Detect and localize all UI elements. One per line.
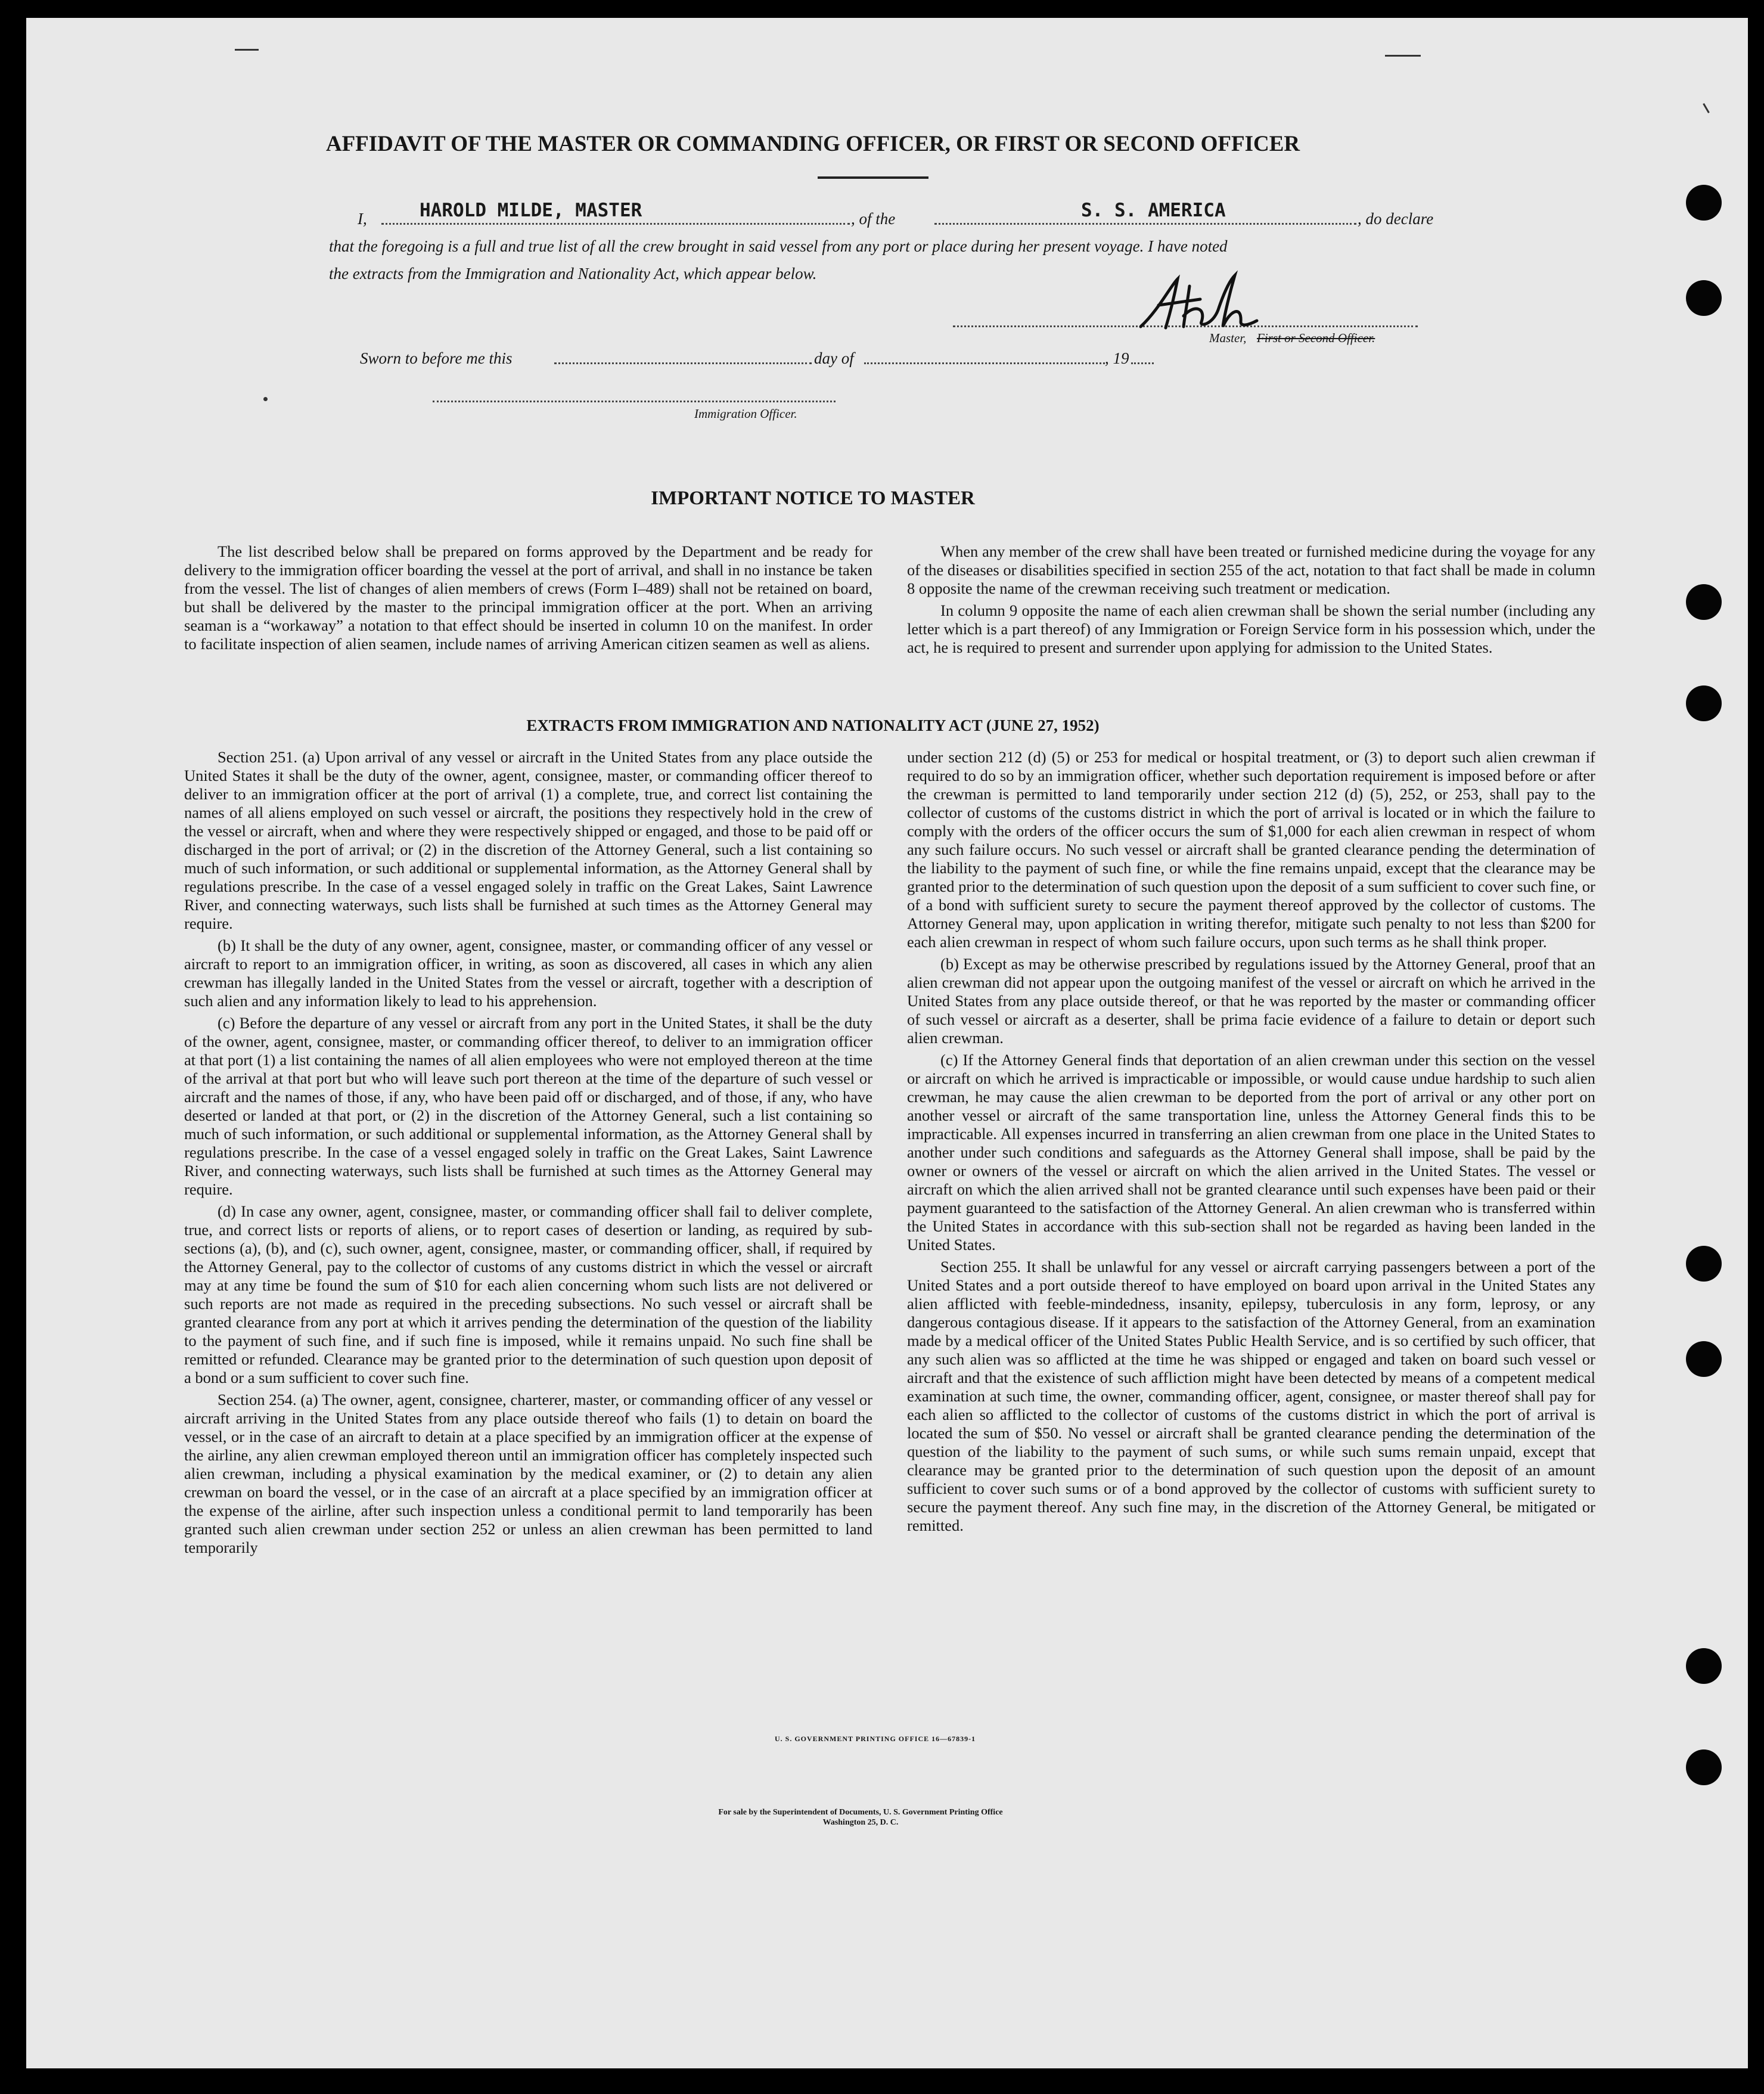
binder-hole (1686, 185, 1722, 221)
printer-line: U. S. GOVERNMENT PRINTING OFFICE 16—67839-1 (775, 1735, 976, 1743)
declaration-line-3: the extracts from the Immigration and Nationality Act, which appear below. (329, 265, 817, 283)
section-251d: (d) In case any owner, agent, consignee, master, or commanding officer shall fail to deliver complete, true, and correct lists or reports of aliens, or to report cases of desertion or landing, as required by sub-sections (a), (b), and (c), such owner, agent, consignee, master, or commanding officer, shall, if required by the Attorney General, pay to the collector of customs of any customs district in which the vessel or aircraft may at any time be found the sum of $10 for each alien concerning whom such lists are not delivered or such reports are not made as required in the preceding subsections. No such vessel or aircraft shall be granted clearance from any port at which it arrives pending the determination of the question of the liability to the payment of such fine, and if such fine is imposed, while it remains unpaid. No such fine shall be remitted or refunded. Clearance may be granted prior to the determination of such question upon deposit of a bond or a sum sufficient to cover such fine. (184, 1202, 872, 1386)
notice-title: IMPORTANT NOTICE TO MASTER (651, 488, 975, 509)
immigration-officer-line (433, 401, 836, 402)
binder-hole (1686, 685, 1722, 721)
affidavit-title: AFFIDAVIT OF THE MASTER OR COMMANDING OFFICER, OR FIRST OR SECOND OFFICER (325, 132, 1300, 156)
section-254a: Section 254. (a) The owner, agent, consignee, charterer, master, or commanding officer of any vessel or aircraft arriving in the United States from any place outside thereof who fails (1) to detain on board the vessel, or in the case of an aircraft to detain at a place specified by an immigration officer at the expense of the airline, any alien crewman employed thereon until an immigration officer has completely inspected such alien crewman, including a physical examination by the medical examiner, or (2) to detain any alien crewman on board the vessel, or in the case of an aircraft at a place specified by an immigration officer at the expense of the airline, after such inspection unless a conditional permit to land temporarily has been granted such alien crewman under section 252 or unless an alien crewman has been permitted to land temporarily (184, 1391, 872, 1556)
section-254a-continued: under section 212 (d) (5) or 253 for medical or hospital treatment, or (3) to deport such alien crewman if required to do so by an immigration officer, whether such deportation requirement is imposed before or after the crewman is permitted to land temporarily under section 212 (d) (5), 252, or 253, shall pay to the collector of customs of the customs district in which the port of arrival is located or in which the failure to comply with the orders of the officer occurs the sum of $1,000 for each alien crewman in respect of whom any such failure occurs. No such vessel or aircraft shall be granted clearance pending the determination of the liability to the payment of such fine, or while the fine remains unpaid, except that the clearance may be granted prior to the determination of such question upon the deposit of a sum sufficient to cover such fine, or of a bond with sufficient surety to secure the payment thereof approved by the collector of customs. The Attorney General may, upon application in writing therefor, mitigate such penalty to not less than $200 for each alien crewman in respect of whom such failure occurs, upon such terms as he shall think proper. (907, 748, 1595, 951)
immigration-officer-label: Immigration Officer. (694, 407, 797, 421)
declaration-of-the: , of the (851, 210, 896, 228)
sworn-year: , 19 (1105, 349, 1129, 367)
extracts-left-column (184, 748, 872, 1561)
section-251b: (b) It shall be the duty of any owner, agent, consignee, master, or commanding officer of any vessel or aircraft to report to an immigration officer, in writing, as soon as discovered, all cases in which any alien crewman has illegally landed in the United States from the vessel or aircraft, together with a description of such alien and any information likely to lead to his apprehension. (184, 936, 872, 1010)
sale-notice (563, 1807, 1159, 1828)
binder-hole (1686, 1648, 1722, 1684)
master-name-value: HAROLD MILDE, MASTER (420, 200, 642, 221)
sworn-text: Sworn to before me this (360, 349, 513, 367)
stray-dot (263, 397, 268, 401)
section-251c: (c) Before the departure of any vessel or aircraft from any port in the United States, it shall be the duty of the owner, agent, consignee, master, or commanding officer thereof, to deliver to an immigration officer at that port (1) a list containing the names of all alien employees who were not employed thereon at the time of the arrival at that port but who will leave such port thereon at the time of the departure of such vessel or aircraft and the names of those, if any, who have been paid off or discharged, and of those, if any, who have deserted or landed at that port, or (2) in the discretion of the Attorney General, such a list containing so much of such information, or such additional or supplemental information, as the Attorney General shall by regulations prescribe. In the case of a vessel engaged solely in traffic on the Great Lakes, Saint Lawrence River, and connecting waterways, such lists shall be furnished at such times as the Attorney General may require. (184, 1014, 872, 1198)
section-255: Section 255. It shall be unlawful for any vessel or aircraft carrying passengers between a port of the United States and a port outside thereof to have employed on board upon arrival in the United States any alien afflicted with feeble-mindedness, insanity, epilepsy, tuberculosis in any form, leprosy, or any dangerous contagious disease. If it appears to the satisfaction of the Attorney General, from an examination made by a medical officer of the United States Public Health Service, and is so certified by such officer, that any such alien was so afflicted at the time he was shipped or engaged and taken on board such vessel or aircraft and that the existence of such affliction might have been detected by means of a competent medical examination at such time, the owner, commanding officer, agent, consignee, or master thereof shall pay for each alien so afflicted to the collector of customs of the customs district in which the port of arrival is located the sum of $50. No vessel or aircraft shall be granted clearance pending the determination of the question of the liability to the payment of such sums, or while such sums remain unpaid, except that clearance may be granted prior to the determination of such question upon the deposit of an amount sufficient to cover such sums or of a bond approved by the collector of customs with sufficient surety to secure the payment thereof. Any such fine may, in the discretion of the Attorney General, be mitigated or remitted. (907, 1258, 1595, 1534)
binder-hole (1686, 280, 1722, 316)
declaration-i-label: I, (358, 210, 367, 228)
vessel-name-field-line (934, 223, 1356, 225)
notice-right-column (907, 542, 1595, 660)
declaration-line-2: that the foregoing is a full and true list of all the crew brought in said vessel from any port or place during her present voyage. I have noted (329, 237, 1228, 255)
sworn-month-field-line (864, 362, 1105, 364)
sworn-day-of: day of (814, 349, 854, 367)
notice-left-column (184, 542, 872, 657)
binder-hole (1686, 1341, 1722, 1377)
signature-role-struck: First or Second Officer. (1257, 331, 1375, 345)
section-254b: (b) Except as may be otherwise prescribed by regulations issued by the Attorney General, proof that an alien crewman did not appear upon the outgoing manifest of the vessel or aircraft on which he arrived in the United States from any place outside thereof, or that he was reported by the master or commanding officer of such vessel or aircraft as a deserter, shall be prima facie evidence of a failure to detain or deport such alien crewman. (907, 955, 1595, 1047)
binder-hole (1686, 1749, 1722, 1785)
vessel-name-value: S. S. AMERICA (1081, 200, 1226, 221)
title-rule (818, 176, 928, 179)
section-254c: (c) If the Attorney General finds that deportation of an alien crewman under this section on the vessel or aircraft on which he arrived is impracticable or impossible, or would cause undue hardship to such alien crewman, he may cause the alien crewman to be deported from the port of arrival or any other port on another vessel or aircraft of the same transportation line, unless the Attorney General finds this to be impracticable. All expenses incurred in transferring an alien crewman from one place in the United States to another under such conditions and safeguards as the Attorney General shall impose, shall be paid by the owner or owners of the vessel or aircraft on which the alien arrived in the United States. The vessel or aircraft on which the alien arrived shall not be granted clearance until such expenses have been paid or their payment guaranteed to the satisfaction of the Attorney General. An alien crewman who is transferred within the United States in accordance with this sub-section shall not be regarded as having been landed in the United States. (907, 1051, 1595, 1254)
sworn-year-field-line (1131, 362, 1154, 364)
binder-hole (1686, 584, 1722, 620)
master-name-field-line (381, 223, 850, 225)
extracts-right-column (907, 748, 1595, 1538)
notice-right-paragraph-2: In column 9 opposite the name of each alien crewman shall be shown the serial number (including any letter which is a part thereof) of any Immigration or Foreign Service form in his possession which, under the act, he is required to present and surrender upon applying for admission to the United States. (907, 601, 1595, 656)
sale-notice-line-2: Washington 25, D. C. (822, 1818, 899, 1827)
corner-mark (1385, 55, 1421, 57)
corner-mark (1703, 103, 1710, 113)
extracts-title: EXTRACTS FROM IMMIGRATION AND NATIONALITY ACT (JUNE 27, 1952) (526, 716, 1100, 734)
document-page (26, 18, 1748, 2068)
binder-hole (1686, 1246, 1722, 1282)
notice-right-paragraph-1: When any member of the crew shall have been treated or furnished medicine during the voyage for any of the diseases or disabilities specified in section 255 of the act, notation to that fact shall be made in column 8 opposite the name of the crewman receiving such treatment or medication. (907, 542, 1595, 597)
master-signature (1135, 268, 1272, 334)
signature-role-master: Master, (1209, 331, 1247, 345)
corner-mark (235, 49, 259, 51)
declaration-do-declare: , do declare (1358, 210, 1434, 228)
section-251a: Section 251. (a) Upon arrival of any vessel or aircraft in the United States from any place outside the United States it shall be the duty of the owner, agent, consignee, master, or commanding officer thereof to deliver to an immigration officer at the port of arrival (1) a complete, true, and correct list containing the names of all aliens employed on such vessel or aircraft, the positions they respectively hold in the crew of the vessel or aircraft, when and where they were respectively shipped or engaged, and those to be paid off or discharged in the port of arrival; or (2) in the discretion of the Attorney General, such a list containing so much of such information, or such additional or supplemental information, as the Attorney General shall by regulations prescribe. In the case of a vessel engaged solely in traffic on the Great Lakes, Saint Lawrence River, and connecting waterways, such lists shall be furnished at such times as the Attorney General may require. (184, 748, 872, 932)
sale-notice-line-1: For sale by the Superintendent of Documents, U. S. Government Printing Office (718, 1808, 1003, 1817)
notice-left-paragraph: The list described below shall be prepared on forms approved by the Department and be ready for delivery to the immigration officer boarding the vessel at the port of arrival, and shall in no instance be taken from the vessel. The list of changes of alien members of crews (Form I–489) shall not be retained on board, but shall be delivered by the master to the principal immigration officer at the port. When an arriving seaman is a “workaway” a notation to that effect should be inserted in column 10 on the manifest. In order to facilitate inspection of alien seamen, include names of arriving American citizen seamen as well as aliens. (184, 542, 872, 653)
sworn-day-field-line (554, 362, 812, 364)
